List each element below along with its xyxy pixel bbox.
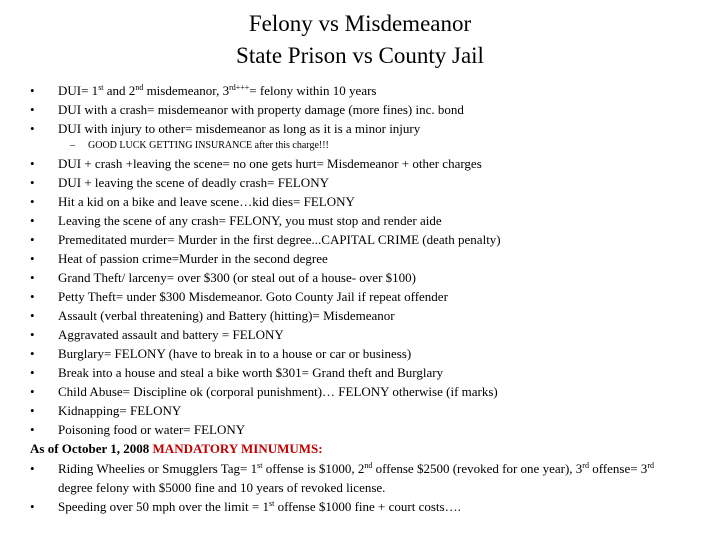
list-item-text: Assault (verbal threatening) and Battery (hitting)= Misdemeanor: [58, 308, 395, 323]
list-item: [30, 154, 690, 173]
list-item: [30, 363, 690, 382]
bullet-icon: •: [30, 327, 35, 342]
list-item-text: DUI + crash +leaving the scene= no one gets hurt= Misdemeanor + other charges: [58, 156, 482, 171]
title-line-1: Felony vs Misdemeanor: [248, 11, 472, 36]
mandatory-minimums-heading: [30, 439, 690, 459]
title-line-2: State Prison vs County Jail: [236, 43, 484, 68]
list-item-text: Hit a kid on a bike and leave scene…kid dies= FELONY: [58, 194, 355, 209]
list-item-text: Burglary= FELONY (have to break in to a house or car or business): [58, 346, 412, 361]
list-item: [30, 211, 690, 230]
bullet-icon: •: [30, 384, 35, 399]
bullet-icon: •: [30, 213, 35, 228]
list-item-text: Premeditated murder= Murder in the first degree...CAPITAL CRIME (death penalty): [58, 232, 501, 247]
list-item-text: Child Abuse= Discipline ok (corporal punishment)… FELONY otherwise (if marks): [58, 384, 498, 399]
slide-title: [0, 8, 720, 72]
bullet-icon: •: [30, 251, 35, 266]
list-item-text: DUI with a crash= misdemeanor with property damage (more fines) inc. bond: [58, 102, 464, 117]
list-item: [30, 306, 690, 325]
bullet-icon: •: [30, 156, 35, 171]
bullet-icon: •: [30, 194, 35, 209]
list-item: [30, 420, 690, 439]
bullet-list: [30, 81, 690, 516]
list-item: • DUI= 1st and 2nd misdemeanor, $3^{rd+++}=$ felony within 10 years: [30, 83, 377, 98]
bullet-icon: •: [30, 365, 35, 380]
list-item: [30, 100, 690, 119]
list-item: • Speeding over 50 mph over the limit = 1st offense $1000 fine + court costs….: [30, 499, 461, 514]
sub-item-text: GOOD LUCK GETTING INSURANCE after this charge!!!: [88, 140, 329, 151]
list-item: [30, 325, 690, 344]
list-item-text: Poisoning food or water= FELONY: [58, 422, 246, 437]
list-item-text: Leaving the scene of any crash= FELONY, you must stop and render aide: [58, 213, 442, 228]
list-item-text: Break into a house and steal a bike worth $301= Grand theft and Burglary: [58, 365, 444, 380]
bullet-icon: •: [30, 102, 35, 117]
list-item: [30, 268, 690, 287]
list-item: [30, 382, 690, 401]
list-item-text: DUI with injury to other= misdemeanor as long as it is a minor injury: [58, 121, 421, 136]
bullet-icon: •: [30, 499, 35, 514]
bullet-icon: •: [30, 270, 35, 285]
mandatory-highlight: MANDATORY MINUMUMS:: [152, 441, 323, 456]
list-item: [30, 192, 690, 211]
sub-item: [30, 139, 690, 152]
bullet-icon: •: [30, 422, 35, 437]
list-item-text: Aggravated assault and battery = FELONY: [58, 327, 284, 342]
mandatory-prefix: As of October 1, 2008: [30, 441, 153, 456]
bullet-icon: •: [30, 308, 35, 323]
list-item: [30, 119, 690, 138]
bullet-icon: •: [30, 83, 35, 98]
bullet-icon: •: [30, 289, 35, 304]
list-item-text: Kidnapping= FELONY: [58, 403, 182, 418]
bullet-icon: •: [30, 403, 35, 418]
bullet-icon: •: [30, 346, 35, 361]
bullet-icon: •: [30, 232, 35, 247]
list-item: • Riding Wheelies or Smugglers Tag= 1st offense is $1000, 2nd offense $2500 (revoked for one year), 3rd offense= 3rd degree felony with $5000 fine and 10 years of revoked license.: [30, 461, 654, 495]
list-item: [30, 173, 690, 192]
list-item-text: Grand Theft/ larceny= over $300 (or steal out of a house- over $100): [58, 270, 416, 285]
bullet-icon: •: [30, 121, 35, 136]
list-item-text: Petty Theft= under $300 Misdemeanor. Goto County Jail if repeat offender: [58, 289, 448, 304]
list-item-text: DUI + leaving the scene of deadly crash= FELONY: [58, 175, 329, 190]
list-item: [30, 287, 690, 306]
dash-icon: –: [70, 140, 75, 151]
list-item-text: Heat of passion crime=Murder in the second degree: [58, 251, 328, 266]
list-item: [30, 344, 690, 363]
list-item: [30, 401, 690, 420]
list-item: [30, 249, 690, 268]
list-item: [30, 230, 690, 249]
bullet-icon: •: [30, 175, 35, 190]
bullet-icon: •: [30, 461, 35, 476]
